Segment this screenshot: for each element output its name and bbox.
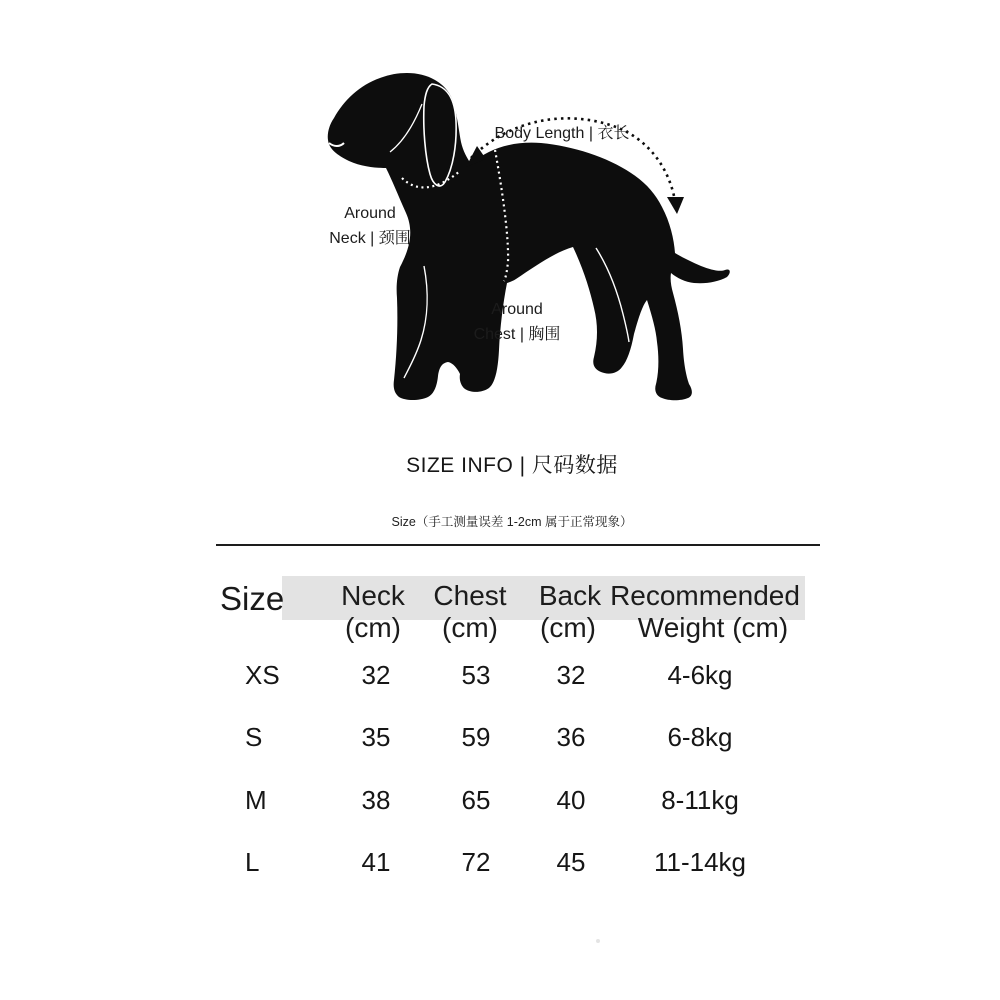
section-title: SIZE INFO | 尺码数据 [406,454,618,477]
col-unit-back: (cm) [540,612,596,643]
around-chest-label-line1: Around [491,301,543,318]
arrowhead-right [667,197,684,214]
row-neck-value: 38 [361,785,391,815]
row-chest-value: 59 [461,722,491,752]
row-weight-value: 8-11kg [661,785,739,815]
divider-line [216,544,820,546]
col-header-back: Back [538,580,602,611]
row-chest-value: 65 [461,785,491,815]
col-header-weight: Recommended [610,580,800,611]
row-weight-value: 4-6kg [667,660,733,690]
row-weight-value: 6-8kg [667,722,733,752]
body-length-label: Body Length | 衣长 [494,125,630,142]
row-size-label: M [245,785,267,815]
row-size-label: L [245,847,260,877]
row-back-value: 36 [556,722,586,752]
row-back-value: 45 [556,847,586,877]
row-size-label: S [245,722,263,752]
row-neck-value: 32 [361,660,391,690]
around-chest-label-line2: Chest | 胸围 [473,326,561,343]
row-chest-value: 53 [461,660,491,690]
row-weight-value: 11-14kg [653,847,747,877]
around-neck-label-line1: Around [344,205,396,222]
row-back-value: 40 [556,785,586,815]
around-neck-label [329,201,411,251]
row-chest-value: 72 [461,847,491,877]
col-header-chest: Chest [433,580,507,611]
col-unit-neck: (cm) [345,612,401,643]
row-size-label: XS [245,660,280,690]
measurement-note: Size（手工测量误差 1-2cm 属于正常现象） [391,515,633,529]
row-neck-value: 35 [361,722,391,752]
around-chest-label [474,297,561,347]
col-unit-chest: (cm) [442,612,498,643]
row-back-value: 32 [556,660,586,690]
faint-speck [596,939,600,943]
table-size-header: Size [220,580,285,617]
around-neck-label-line2: Neck | 颈围 [329,230,411,247]
row-neck-value: 41 [361,847,391,877]
col-header-neck: Neck [341,580,405,611]
col-unit-weight: Weight (cm) [637,612,789,643]
